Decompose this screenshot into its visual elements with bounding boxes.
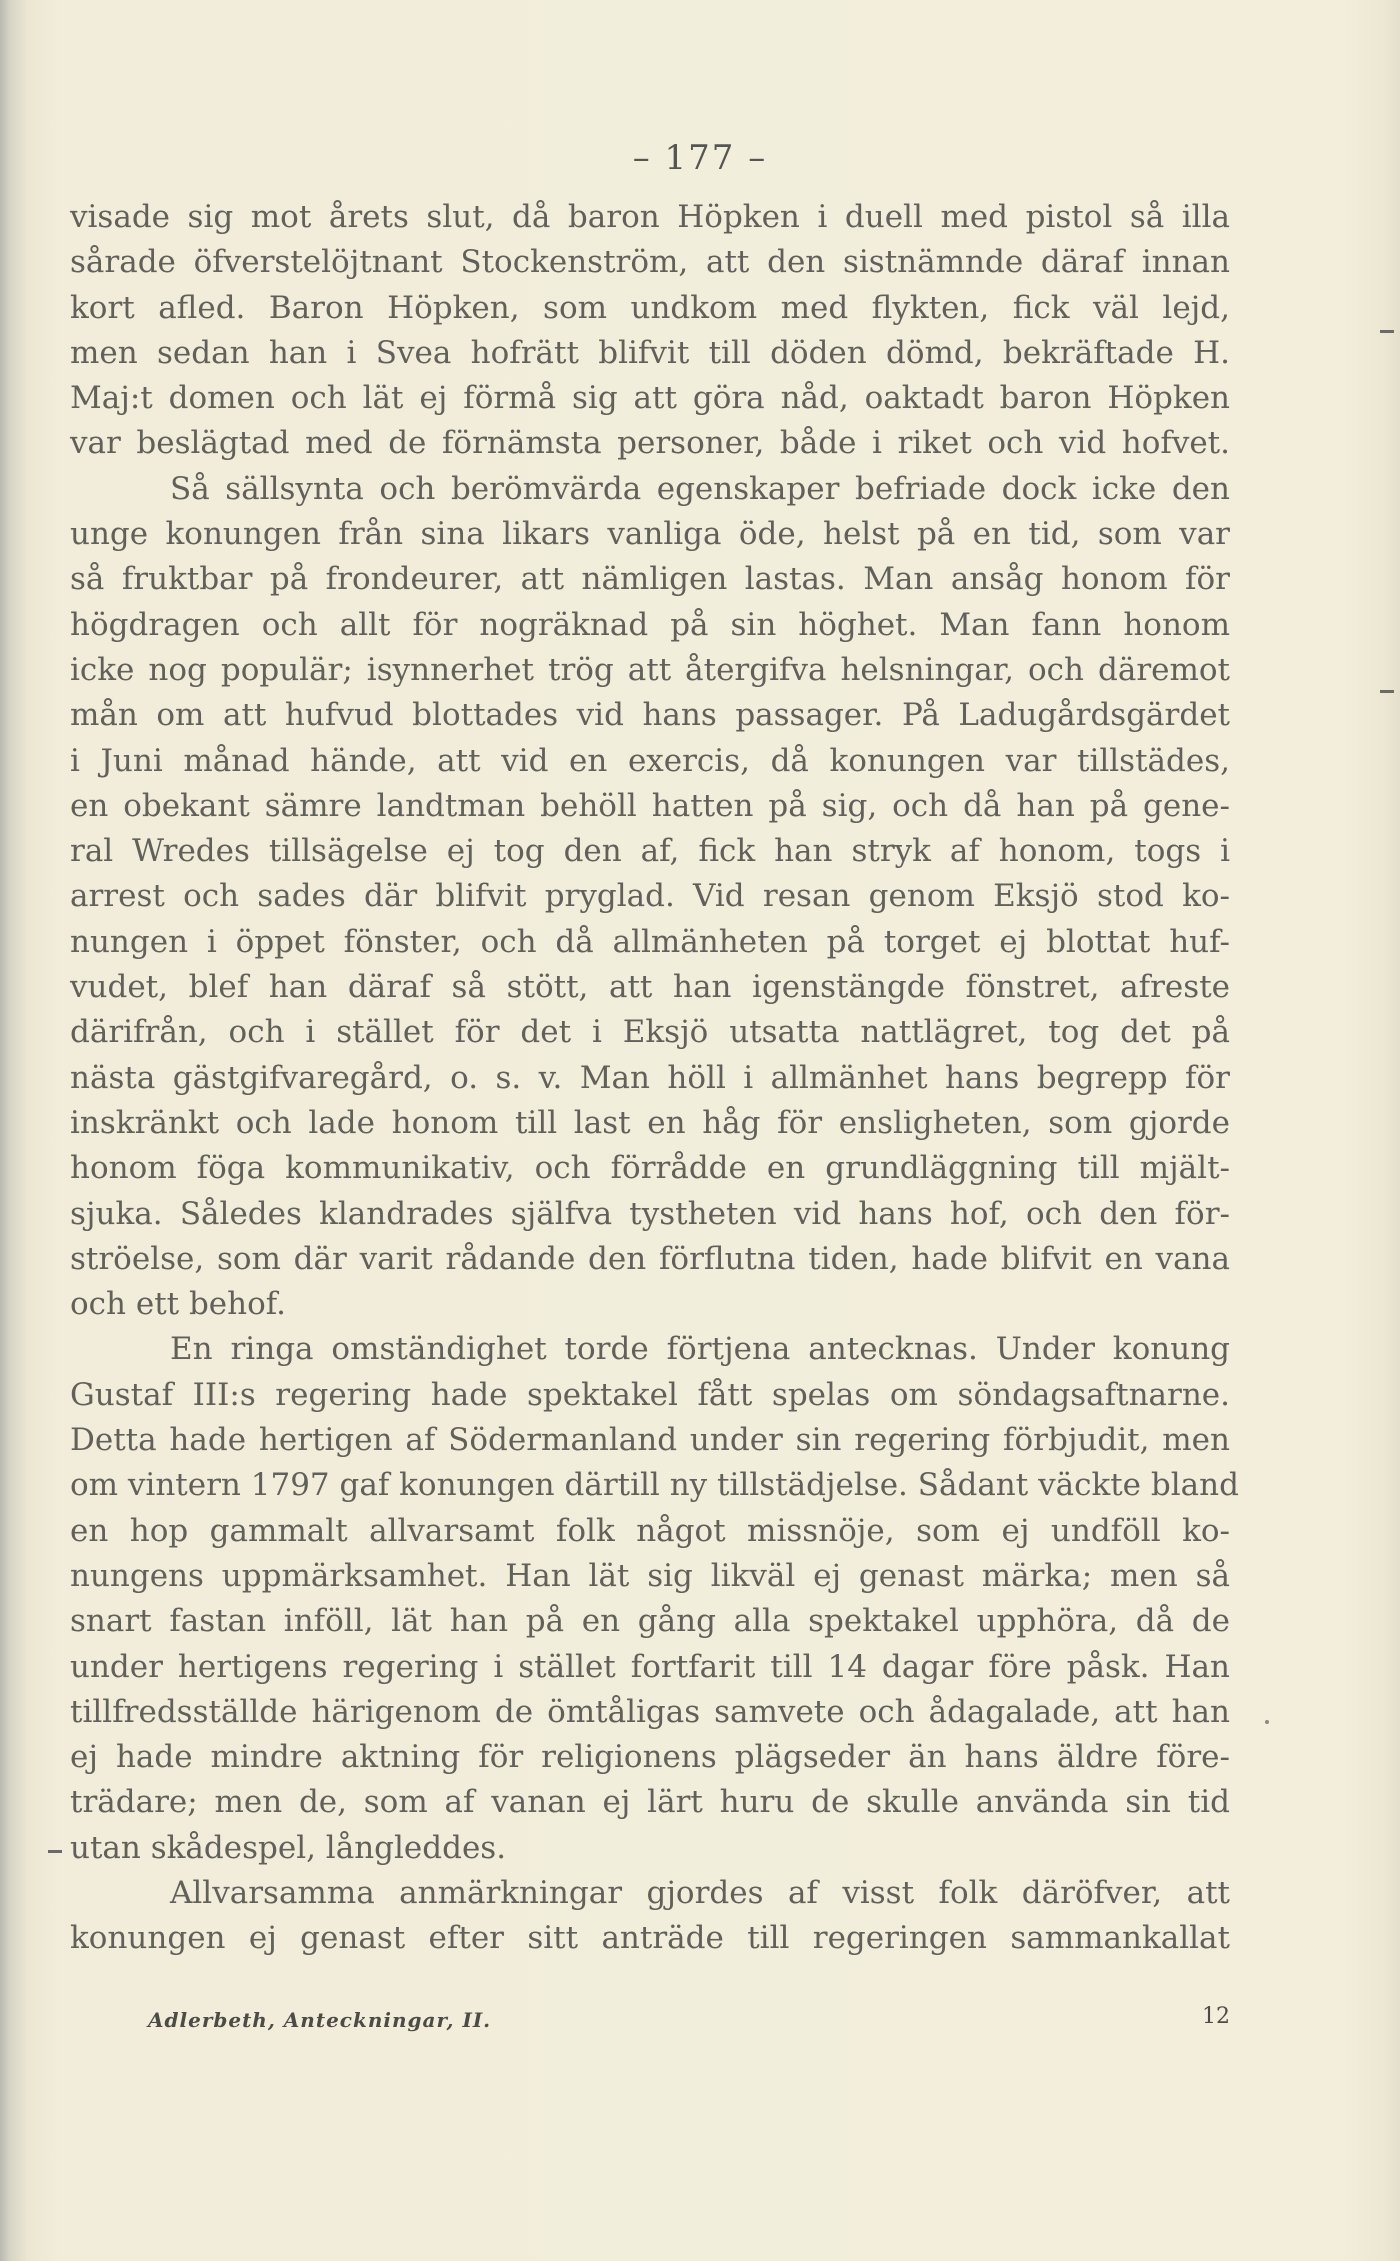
- text-line: visade sig mot årets slut, då baron Höpken i duell med pistol så illa: [70, 199, 1230, 235]
- text-line: trädare; men de, som af vanan ej lärt huru de skulle använda sin tid: [70, 1784, 1230, 1821]
- text-line: nungens uppmärksamhet. Han lät sig likväl ej genast märka; men så: [70, 1557, 1230, 1594]
- text-line: Maj:t domen och lät ej förmå sig att göra nåd, oaktadt baron Höpken: [70, 380, 1230, 417]
- text-line: Detta hade hertigen af Södermanland under sin regering förbjudit, men: [70, 1422, 1230, 1459]
- text-line: nungen i öppet fönster, och då allmänheten på torget ej blottat huf-: [70, 923, 1230, 960]
- text-line: konungen ej genast efter sitt anträde till regeringen sammankallat: [70, 1920, 1230, 1957]
- text-line: sårade öfverstelöjtnant Stockenström, att den sistnämnde däraf innan: [70, 244, 1230, 281]
- text-line: En ringa omständighet torde förtjena antecknas. Under konung: [170, 1331, 1230, 1368]
- text-line: var beslägtad med de förnämsta personer, både i riket och vid hofvet.: [70, 425, 1230, 462]
- text-line: inskränkt och lade honom till last en håg för ensligheten, som gjorde: [70, 1104, 1230, 1141]
- text-line: icke nog populär; isynnerhet trög att återgifva helsningar, och däremot: [70, 651, 1230, 688]
- text-line: nästa gästgifvaregård, o. s. v. Man höll i allmänhet hans begrepp för: [70, 1059, 1230, 1096]
- text-line: så fruktbar på frondeurer, att nämligen lastas. Man ansåg honom för: [70, 561, 1230, 598]
- text-line: sjuka. Således klandrades själfva tystheten vid hans hof, och den för-: [70, 1195, 1230, 1232]
- text-line: men sedan han i Svea hofrätt blifvit till döden dömd, bekräftade H.: [70, 334, 1230, 371]
- text-line: tillfredsställde härigenom de ömtåligas samvete och ådagalade, att han: [70, 1693, 1230, 1730]
- margin-mark: [1380, 690, 1394, 693]
- text-line: under hertigens regering i stället fortfarit till 14 dagar före påsk. Han: [70, 1648, 1230, 1685]
- text-line: kort afled. Baron Höpken, som undkom med flykten, fick väl lejd,: [70, 289, 1230, 326]
- text-line: honom föga kommunikativ, och förrådde en grundläggning till mjält-: [70, 1150, 1230, 1187]
- text-line: i Juni månad hände, att vid en exercis, då konungen var tillstädes,: [70, 742, 1230, 779]
- text-line: unge konungen från sina likars vanliga öde, helst på en tid, som var: [70, 516, 1230, 553]
- text-line: en obekant sämre landtman behöll hatten på sig, och då han på gene-: [70, 787, 1230, 824]
- printer-signature: Adlerbeth, Anteckningar, II.: [148, 2008, 492, 2032]
- text-line: utan skådespel, långleddes.: [70, 1829, 507, 1866]
- page-footer: [148, 2000, 1230, 2040]
- page-number: – 177 –: [632, 138, 768, 178]
- paper-speck: [1265, 1720, 1269, 1724]
- text-line: högdragen och allt för nogräknad på sin höghet. Man fann honom: [70, 606, 1230, 643]
- text-line: en hop gammalt allvarsamt folk något missnöje, som ej undföll ko-: [70, 1512, 1230, 1549]
- text-line: arrest och sades där blifvit pryglad. Vid resan genom Eksjö stod ko-: [70, 878, 1230, 915]
- text-line: vudet, blef han däraf så stött, att han igenstängde fönstret, afreste: [70, 969, 1230, 1006]
- text-line: mån om att hufvud blottades vid hans passager. På Ladugårdsgärdet: [70, 697, 1230, 734]
- text-line: ral Wredes tillsägelse ej tog den af, fick han stryk af honom, togs i: [70, 833, 1230, 870]
- text-line: därifrån, och i stället för det i Eksjö utsatta nattlägret, tog det på: [70, 1014, 1230, 1051]
- text-line: ströelse, som där varit rådande den förflutna tiden, hade blifvit en vana: [70, 1240, 1230, 1277]
- text-line: om vintern 1797 gaf konungen därtill ny tillstädjelse. Sådant väckte bland: [70, 1467, 1239, 1504]
- sheet-number: 12: [1202, 2004, 1230, 2029]
- body-text: [70, 195, 1239, 1962]
- text-line: ej hade mindre aktning för religionens plägseder än hans äldre före-: [70, 1739, 1230, 1776]
- text-line: snart fastan inföll, lät han på en gång alla spektakel upphöra, då de: [70, 1603, 1230, 1640]
- text-line: Allvarsamma anmärkningar gjordes af visst folk däröfver, att: [170, 1874, 1230, 1911]
- text-line: och ett behof.: [70, 1286, 287, 1323]
- margin-mark: [1380, 330, 1394, 333]
- margin-mark: [48, 1850, 62, 1853]
- text-line: Gustaf III:s regering hade spektakel fått spelas om söndagsaftnarne.: [70, 1376, 1230, 1413]
- text-line: Så sällsynta och berömvärda egenskaper befriade dock icke den: [170, 470, 1230, 507]
